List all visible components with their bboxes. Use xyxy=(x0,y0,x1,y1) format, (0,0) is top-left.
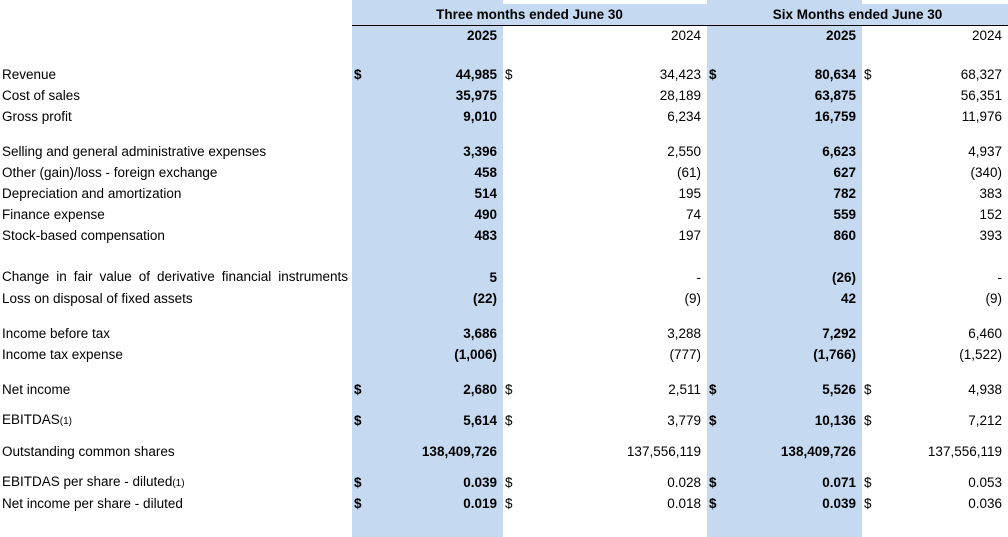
row-label: Income tax expense xyxy=(2,346,123,362)
currency-h25 xyxy=(707,221,725,242)
value-h24: 7,212 xyxy=(968,412,1002,428)
row-label: Outstanding common shares xyxy=(2,443,175,459)
value-h24: 4,937 xyxy=(968,143,1002,159)
value-h24: 0.036 xyxy=(968,495,1002,511)
row-label: Net income xyxy=(2,381,71,397)
value-q24: 137,556,119 xyxy=(626,443,701,459)
spacer-cell xyxy=(0,305,1008,319)
currency-h24 xyxy=(862,81,880,102)
row-label: Change in fair value of derivative financial instruments xyxy=(2,268,348,284)
value-q25: 138,409,726 xyxy=(421,443,497,459)
currency-q25 xyxy=(352,319,370,340)
currency-q25 xyxy=(352,102,370,123)
currency-h25 xyxy=(707,284,725,305)
currency-h24 xyxy=(862,242,880,284)
footnote-marker: (1) xyxy=(59,416,72,427)
table-row-derivative-fair-value xyxy=(0,242,1008,284)
spacer-cell xyxy=(0,361,1008,375)
currency-q24 xyxy=(503,137,521,158)
value-q25: 2,680 xyxy=(463,381,497,397)
value-h25: 0.039 xyxy=(822,495,856,511)
table-row-income-tax-expense xyxy=(0,340,1008,361)
value-h24: 68,327 xyxy=(960,66,1002,82)
table-row-outstanding-common-shares xyxy=(0,437,1008,458)
value-q24: 197 xyxy=(678,227,701,243)
value-q25: 0.039 xyxy=(463,474,497,490)
header-three-months-ended: Three months ended June 30 xyxy=(352,4,707,25)
value-h25: 782 xyxy=(833,185,856,201)
currency-q24 xyxy=(503,242,521,284)
currency-q25 xyxy=(352,340,370,361)
value-h24: (1,522) xyxy=(959,346,1002,362)
currency-q24 xyxy=(503,284,521,305)
currency-h25 xyxy=(707,319,725,340)
row-label: Stock-based compensation xyxy=(2,227,165,243)
header-year-row xyxy=(0,25,1008,46)
value-q24: (777) xyxy=(669,346,701,362)
value-h25: 0.071 xyxy=(822,474,856,490)
currency-h25 xyxy=(707,200,725,221)
currency-h25 xyxy=(707,242,725,284)
header-currency-spacer-h24 xyxy=(862,25,880,46)
currency-q25 xyxy=(352,221,370,242)
currency-q24 xyxy=(503,200,521,221)
header-currency-spacer-h25 xyxy=(707,25,725,46)
currency-q24 xyxy=(503,158,521,179)
currency-h25: $ xyxy=(709,412,717,428)
table-row-income-before-tax xyxy=(0,319,1008,340)
currency-h24: $ xyxy=(864,381,872,397)
currency-h24 xyxy=(862,340,880,361)
spacer-row xyxy=(0,396,1008,406)
value-q25: 490 xyxy=(474,206,497,222)
currency-h24 xyxy=(862,137,880,158)
value-q24: 3,288 xyxy=(667,325,701,341)
header-year-q-2025: 2025 xyxy=(370,25,503,46)
spacer-cell xyxy=(0,427,1008,437)
header-currency-spacer-q24 xyxy=(503,25,521,46)
value-h25: 860 xyxy=(833,227,856,243)
table-row-ebitdas-per-share-diluted xyxy=(0,468,1008,489)
currency-q25: $ xyxy=(354,412,362,428)
header-year-h-2024: 2024 xyxy=(971,27,1002,43)
value-q25: 9,010 xyxy=(463,108,497,124)
currency-h24: $ xyxy=(864,412,872,428)
spacer-cell xyxy=(0,458,1008,468)
currency-q25 xyxy=(352,81,370,102)
currency-h25 xyxy=(707,340,725,361)
value-h24: 56,351 xyxy=(960,87,1002,103)
value-q24: (61) xyxy=(676,164,701,180)
table-row-stock-based-compensation xyxy=(0,221,1008,242)
currency-h25: $ xyxy=(709,495,717,511)
currency-h24 xyxy=(862,221,880,242)
header-year-h-2025: 2025 xyxy=(725,25,862,46)
currency-q25 xyxy=(352,242,370,284)
currency-h25: $ xyxy=(709,66,717,82)
value-h25: 10,136 xyxy=(814,412,856,428)
value-q25: 3,396 xyxy=(463,143,497,159)
value-q25: 5,614 xyxy=(463,412,497,428)
row-label-container xyxy=(0,468,352,489)
spacer-row xyxy=(0,361,1008,375)
currency-h24: $ xyxy=(864,495,872,511)
value-q25: 0.019 xyxy=(463,495,497,511)
value-q24: 34,423 xyxy=(659,66,701,82)
value-h24: 393 xyxy=(979,227,1002,243)
value-h25: 7,292 xyxy=(822,325,856,341)
table-row-cost-of-sales xyxy=(0,81,1008,102)
value-h24: 4,938 xyxy=(968,381,1002,397)
value-q24: - xyxy=(696,269,701,285)
currency-q25: $ xyxy=(354,495,362,511)
table-row-revenue xyxy=(0,60,1008,81)
table-row-foreign-exchange xyxy=(0,158,1008,179)
value-h25: (1,766) xyxy=(813,346,856,362)
currency-h24: $ xyxy=(864,474,872,490)
value-h25: 63,875 xyxy=(814,87,856,103)
value-q25: 5 xyxy=(489,269,497,285)
table-row-gross-profit xyxy=(0,102,1008,123)
value-q25: (22) xyxy=(472,290,497,306)
value-h24: - xyxy=(997,269,1002,285)
value-h24: 152 xyxy=(979,206,1002,222)
row-label: Cost of sales xyxy=(2,87,81,103)
value-h25: (26) xyxy=(831,269,856,285)
currency-h25 xyxy=(707,179,725,200)
value-h24: 0.053 xyxy=(968,474,1002,490)
currency-q24 xyxy=(503,81,521,102)
currency-h25 xyxy=(707,437,725,458)
spacer-cell xyxy=(0,46,1008,60)
value-h24: 11,976 xyxy=(961,108,1002,124)
currency-q25 xyxy=(352,284,370,305)
value-h25: 627 xyxy=(833,164,856,180)
row-label: EBITDAS xyxy=(2,412,60,427)
value-h24: 137,556,119 xyxy=(927,443,1002,459)
row-label: Income before tax xyxy=(2,325,111,341)
currency-h25 xyxy=(707,137,725,158)
currency-q24 xyxy=(503,340,521,361)
value-h24: 6,460 xyxy=(968,325,1002,341)
table-row-sga xyxy=(0,137,1008,158)
value-q24: 6,234 xyxy=(667,108,701,124)
value-q24: (9) xyxy=(684,290,701,306)
table-row-loss-disposal-fixed-assets xyxy=(0,284,1008,305)
spacer-row xyxy=(0,123,1008,137)
currency-h25 xyxy=(707,81,725,102)
value-q25: 483 xyxy=(474,227,497,243)
row-label: Finance expense xyxy=(2,206,105,222)
value-q24: 3,779 xyxy=(667,412,701,428)
table-row-depreciation-amortization xyxy=(0,179,1008,200)
value-q24: 0.018 xyxy=(667,495,701,511)
row-label: Net income per share - diluted xyxy=(2,495,183,511)
value-h25: 6,623 xyxy=(822,143,856,159)
value-q25: 44,985 xyxy=(455,66,497,82)
currency-q25 xyxy=(352,158,370,179)
spacer-row xyxy=(0,305,1008,319)
row-label: Revenue xyxy=(2,66,57,82)
value-q24: 195 xyxy=(678,185,701,201)
table-row-net-income xyxy=(0,375,1008,396)
value-q24: 2,511 xyxy=(668,381,701,397)
currency-h24 xyxy=(862,158,880,179)
row-label: Selling and general administrative expenses xyxy=(2,143,267,159)
currency-h24 xyxy=(862,437,880,458)
value-q24: 2,550 xyxy=(667,143,701,159)
row-label: Gross profit xyxy=(2,108,72,124)
header-blank-cell xyxy=(0,4,352,25)
value-h24: (9) xyxy=(985,290,1002,306)
currency-q24 xyxy=(503,102,521,123)
currency-h24 xyxy=(862,284,880,305)
spacer-row xyxy=(0,427,1008,437)
table-row-ebitdas xyxy=(0,406,1008,427)
currency-q24: $ xyxy=(505,474,513,490)
header-blank-cell xyxy=(0,25,352,46)
currency-q25 xyxy=(352,179,370,200)
row-label-container xyxy=(0,406,352,427)
spacer-cell xyxy=(0,396,1008,406)
currency-q25 xyxy=(352,437,370,458)
value-q25: 458 xyxy=(474,164,497,180)
currency-h24 xyxy=(862,319,880,340)
value-h24: (340) xyxy=(970,164,1002,180)
spacer-row xyxy=(0,458,1008,468)
spacer-cell xyxy=(0,123,1008,137)
currency-h24 xyxy=(862,102,880,123)
currency-q24: $ xyxy=(505,495,513,511)
value-h25: 42 xyxy=(840,290,856,306)
value-q24: 28,189 xyxy=(659,87,701,103)
header-six-months-ended: Six Months ended June 30 xyxy=(707,4,1008,25)
value-q24: 74 xyxy=(685,206,701,222)
currency-q24 xyxy=(503,221,521,242)
header-group-row xyxy=(0,4,1008,25)
currency-q24: $ xyxy=(505,381,513,397)
row-label: EBITDAS per share - diluted xyxy=(2,474,173,489)
currency-q25: $ xyxy=(354,66,362,82)
currency-q24 xyxy=(503,319,521,340)
currency-q25: $ xyxy=(354,474,362,490)
currency-h24 xyxy=(862,200,880,221)
value-h25: 16,759 xyxy=(814,108,856,124)
currency-q24 xyxy=(503,179,521,200)
header-year-q-2024: 2024 xyxy=(670,27,701,43)
value-h25: 80,634 xyxy=(814,66,856,82)
currency-q24: $ xyxy=(505,412,513,428)
table-row-finance-expense xyxy=(0,200,1008,221)
table-row-net-income-per-share-diluted xyxy=(0,489,1008,510)
value-h25: 559 xyxy=(833,206,856,222)
currency-h25: $ xyxy=(709,474,717,490)
row-label: Loss on disposal of fixed assets xyxy=(2,290,193,306)
currency-h24 xyxy=(862,179,880,200)
value-h25: 138,409,726 xyxy=(780,443,856,459)
footnote-marker: (1) xyxy=(172,478,185,489)
row-label: Other (gain)/loss - foreign exchange xyxy=(2,164,218,180)
value-h25: 5,526 xyxy=(822,381,856,397)
value-q25: 35,975 xyxy=(455,87,497,103)
currency-q25: $ xyxy=(354,381,362,397)
header-currency-spacer-q25 xyxy=(352,25,370,46)
value-q25: 514 xyxy=(474,185,497,201)
row-label: Depreciation and amortization xyxy=(2,185,182,201)
currency-q24: $ xyxy=(505,66,513,82)
spacer-row xyxy=(0,46,1008,60)
value-q25: (1,006) xyxy=(454,346,497,362)
currency-q25 xyxy=(352,137,370,158)
currency-h25: $ xyxy=(709,381,717,397)
value-q24: 0.028 xyxy=(667,474,701,490)
value-q25: 3,686 xyxy=(463,325,497,341)
currency-h25 xyxy=(707,102,725,123)
currency-h25 xyxy=(707,158,725,179)
value-h24: 383 xyxy=(979,185,1002,201)
currency-q24 xyxy=(503,437,521,458)
currency-h24: $ xyxy=(864,66,872,82)
currency-q25 xyxy=(352,200,370,221)
